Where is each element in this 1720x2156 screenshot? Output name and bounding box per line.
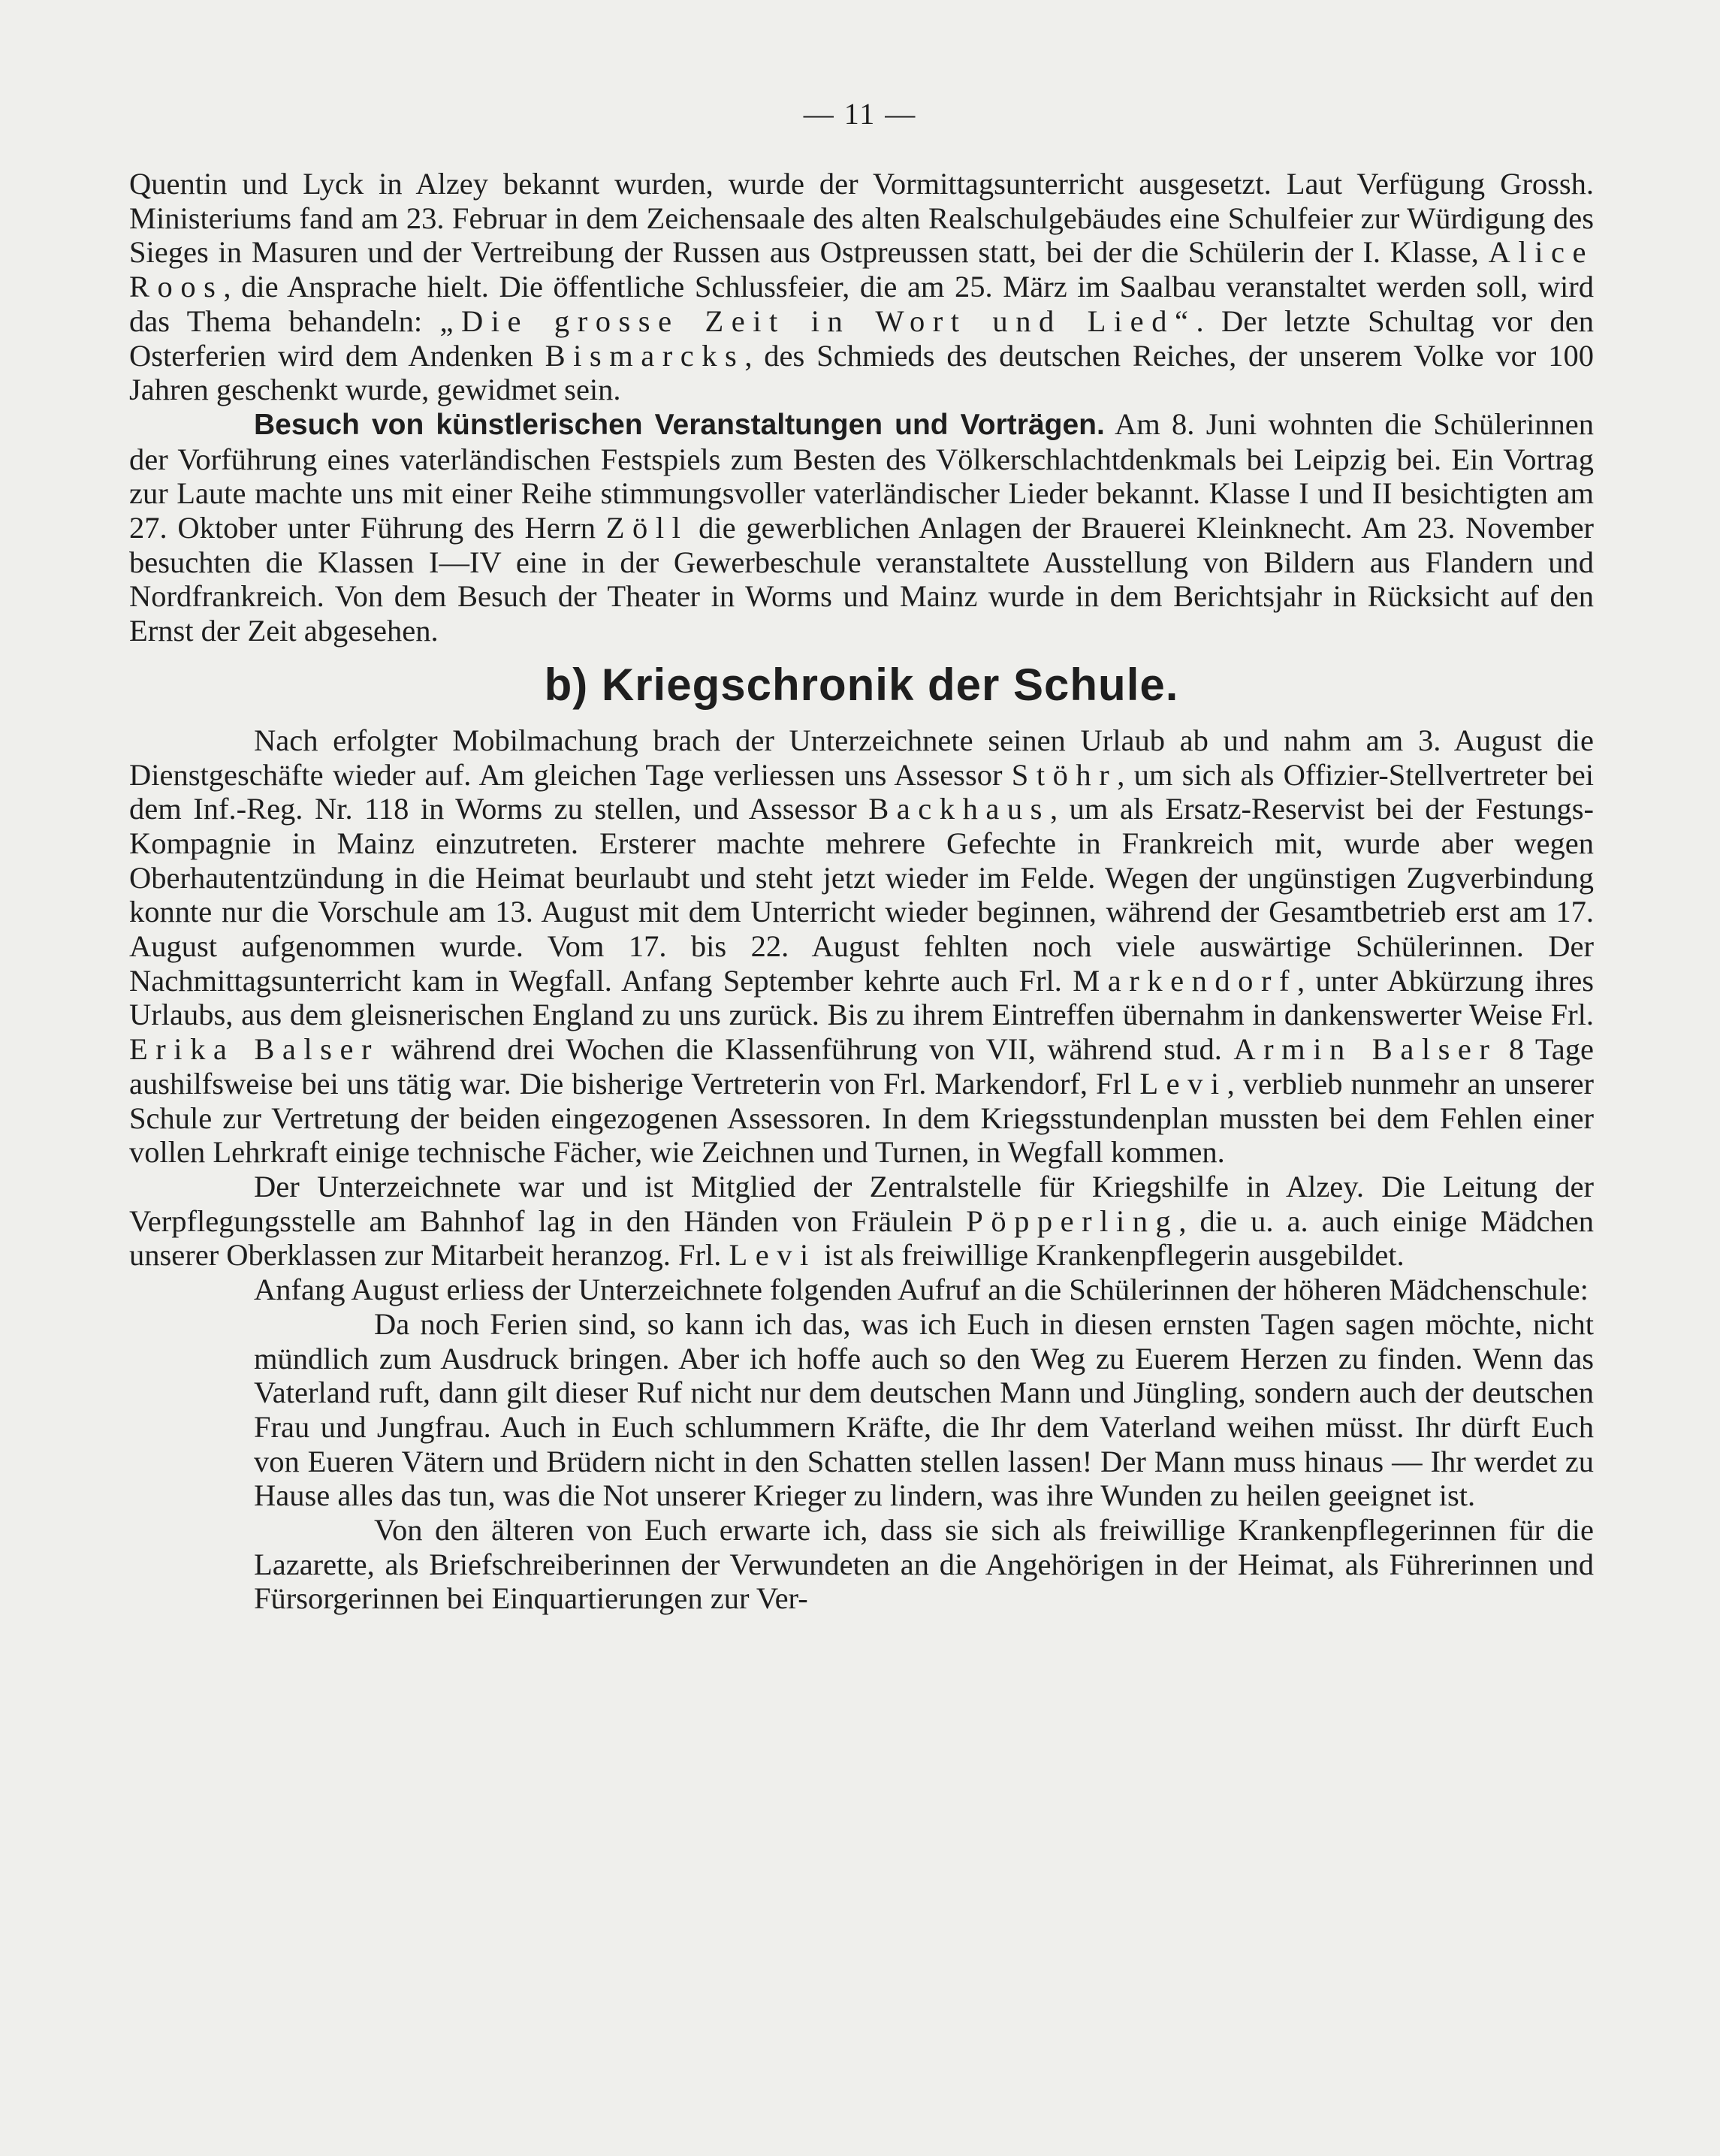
- name-levi: Levi: [1139, 1066, 1227, 1101]
- name-armin-balser: Armin Balser: [1233, 1032, 1498, 1067]
- celebration-theme: „Die grosse Zeit in Wort und Lied“: [439, 303, 1196, 338]
- name-markendorf: Markendorf: [1073, 963, 1297, 998]
- paragraph-appeal-intro: Anfang August erliess der Unterzeichnete folgenden Aufruf an die Schülerinnen der höheren Mädchenschule:: [254, 1273, 1589, 1307]
- quote-paragraph-2: Von den älteren von Euch erwarte ich, dass sie sich als freiwillige Krankenpflegerinnen für die Lazarette, als Briefschreiberinnen der Verwundeten an die Angehörigen in der Heimat, als Führerinnen und Fürsorgerinnen bei Einquartierungen zur Ver-: [254, 1513, 1594, 1616]
- paragraph-war-aid: Der Unterzeichnete war und ist Mitglied der Zentralstelle für Kriegshilfe in Alzey. Die Leitung der Verpflegungsstelle am Bahnhof lag in den Händen von Fräulein Pöpperling, die u. a. auch einige Mädchen unserer Oberklassen zur Mitarbeit heranzog. Frl. Levi ist als freiwillige Krankenpflegerin ausgebildet.: [129, 1169, 1594, 1273]
- name-bismarck: Bismarcks: [545, 338, 745, 373]
- text-column: [129, 167, 1594, 1616]
- quote-paragraph-1: Da noch Ferien sind, so kann ich das, was ich Euch in diesen ernsten Tagen sagen möchte, nicht mündlich zum Ausdruck bringen. Aber ich hoffe auch so den Weg zu Euerem Herzen zu finden. Wenn das Vaterland ruft, dann gilt dieser Ruf nicht nur dem deutschen Mann und Jüngling, sondern auch der deutschen Frau und Jungfrau. Auch in Euch schlummern Kräfte, die Ihr dem Vaterland weihen müsst. Ihr dürft Euch von Eueren Vätern und Brüdern nicht in den Schatten stellen lassen! Der Mann muss hinaus — Ihr werdet zu Hause alles das tun, was die Not unserer Krieger zu lindern, was ihre Wunden zu heilen geeignet ist.: [254, 1306, 1594, 1513]
- name-levi-2: Levi: [729, 1238, 816, 1273]
- section-heading: b) Kriegschronik der Schule.: [544, 659, 1179, 710]
- run-in-heading: Besuch von künstlerischen Veranstaltungen und Vorträgen.: [254, 408, 1105, 441]
- name-zoell: Zöll: [605, 511, 689, 545]
- name-erika-balser: Erika Balser: [129, 1032, 379, 1067]
- paragraph-war-chronicle: Nach erfolgter Mobilmachung brach der Unterzeichnete seinen Urlaub ab und nahm am 3. August die Dienstgeschäfte wieder auf. Am gleichen Tage verliessen uns Assessor Stöhr, um sich als Offizier-Stellvertreter bei dem Inf.-Reg. Nr. 118 in Worms zu stellen, und Assessor Backhaus, um als Ersatz-Reservist bei der Festungs-Kompagnie in Mainz einzutreten. Ersterer machte mehrere Gefechte in Frankreich mit, wurde aber wegen Oberhautentzündung in die Heimat beurlaubt und steht jetzt wieder im Felde. Wegen der ungünstigen Zugverbindung konnte nur die Vorschule am 13. August mit dem Unterricht wieder beginnen, während der Gesamtbetrieb erst am 17. August aufgenommen wurde. Vom 17. bis 22. August fehlten noch viele auswärtige Schülerinnen. Der Nachmittagsunterricht kam in Wegfall. Anfang September kehrte auch Frl. Markendorf, unter Abkürzung ihres Urlaubs, aus dem gleisnerischen England zu uns zurück. Bis zu ihrem Eintreffen übernahm in dankenswerter Weise Frl. Erika Balser während drei Wochen die Klassenführung von VII, während stud. Armin Balser 8 Tage aushilfsweise bei uns tätig war. Die bisherige Vertreterin von Frl. Markendorf, Frl Levi, verblieb nunmehr an unserer Schule zur Vertretung der beiden eingezogenen Assessoren. In dem Kriegsstundenplan mussten bei dem Fehlen einer vollen Lehrkraft einige technische Fächer, wie Zeichnen und Turnen, in Wegfall kommen.: [129, 723, 1595, 1170]
- name-poepperling: Pöpperling: [966, 1203, 1179, 1238]
- name-alice-roos: Alice Roos: [129, 235, 1595, 304]
- name-backhaus: Backhaus: [868, 792, 1050, 826]
- appeal-quote: [254, 1307, 1594, 1616]
- paragraph-school-events: Quentin und Lyck in Alzey bekannt wurden, wurde der Vormittagsunterricht ausgesetzt. Laut Verfügung Grossh. Ministeriums fand am 23. Februar in dem Zeichensaale des alten Realschulgebäudes eine Schulfeier zur Würdigung des Sieges in Masuren und der Vertreibung der Russen aus Ostpreussen statt, bei der die Schülerin der I. Klasse, Alice Roos, die Ansprache hielt. Die öffentliche Schlussfeier, die am 25. März im Saalbau veranstaltet werden soll, wird das Thema behandeln: „Die grosse Zeit in Wort und Lied“. Der letzte Schultag vor den Osterferien wird dem Andenken Bismarcks, des Schmieds des deutschen Reiches, der unserem Volke vor 100 Jahren geschenkt wurde, gewidmet sein.: [129, 167, 1595, 407]
- name-stoehr: Stöhr: [1011, 757, 1118, 792]
- paragraph-cultural-visits: Besuch von künstlerischen Veranstaltungen und Vorträgen. Am 8. Juni wohnten die Schülerinnen der Vorführung eines vaterländischen Festspiels zum Besten des Völkerschlachtdenkmals bei Leipzig bei. Ein Vortrag zur Laute machte uns mit einer Reihe stimmungsvoller vaterländischer Lieder bekannt. Klasse I und II besichtigten am 27. Oktober unter Führung des Herrn Zöll die gewerblichen Anlagen der Brauerei Kleinknecht. Am 23. November besuchten die Klassen I—IV eine in der Gewerbeschule veranstaltete Ausstellung von Bildern aus Flandern und Nordfrankreich. Von dem Besuch der Theater in Worms und Mainz wurde in dem Berichtsjahr in Rücksicht auf den Ernst der Zeit abgesehen.: [129, 406, 1595, 648]
- page-number: — 11 —: [803, 97, 917, 131]
